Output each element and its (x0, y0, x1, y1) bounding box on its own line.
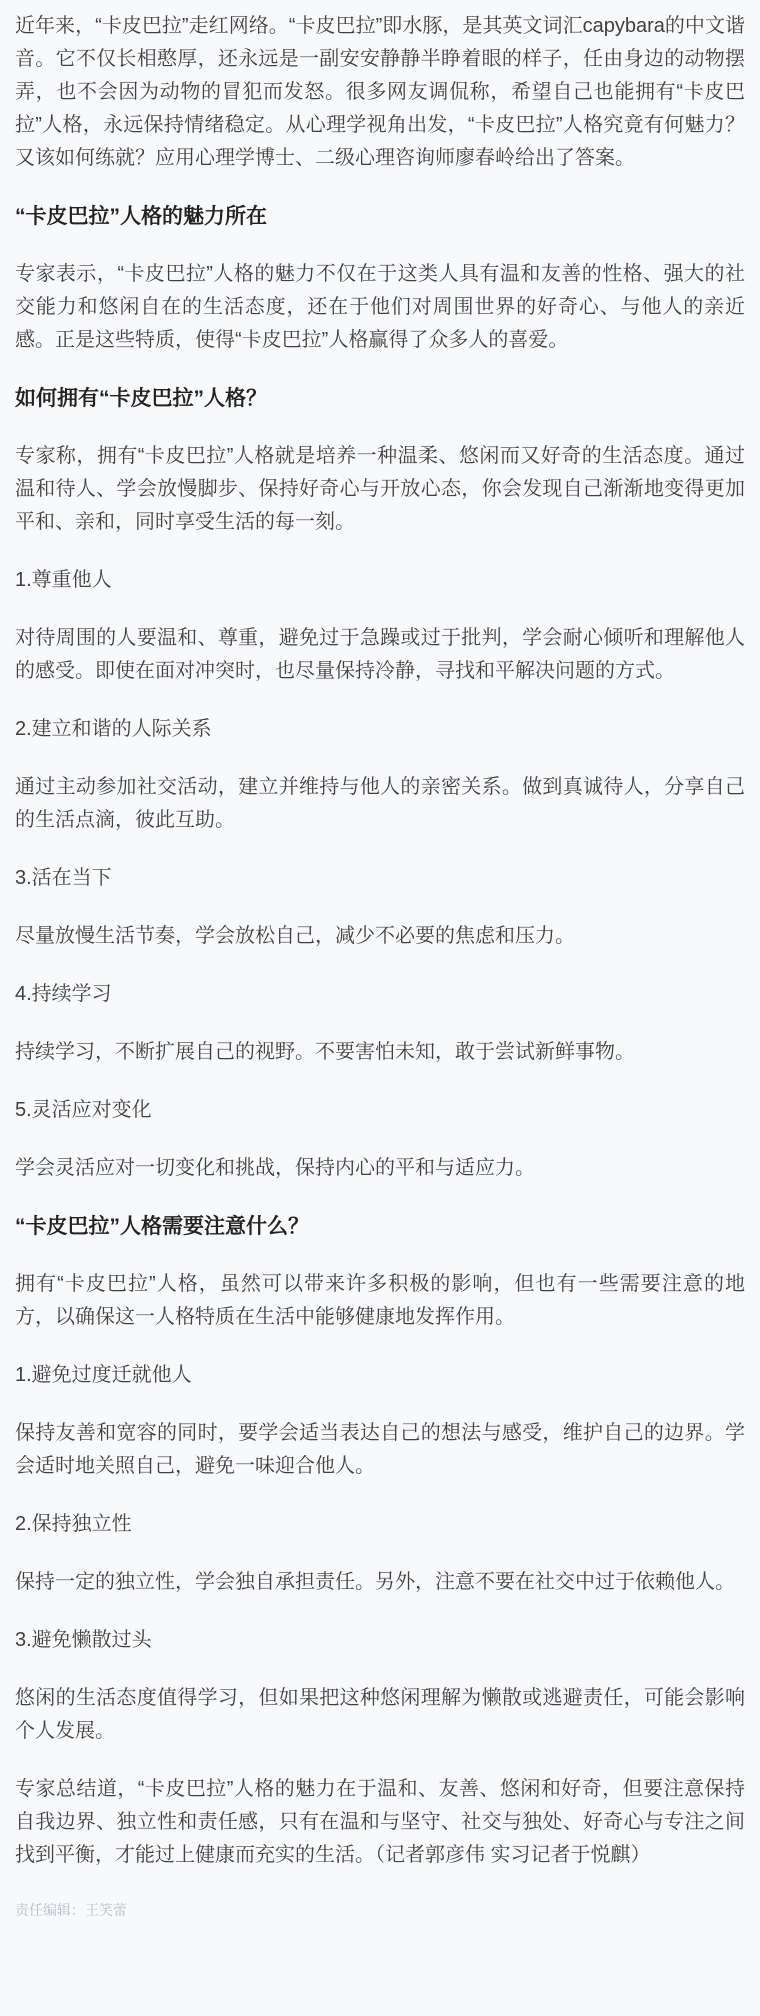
conclusion-paragraph: 专家总结道，“卡皮巴拉”人格的魅力在于温和、友善、悠闲和好奇，但要注意保持自我边界、独立性和责任感，只有在温和与坚守、社交与独处、好奇心与专注之间找到平衡，才能过上健康而充实的生活。（记者郭彦伟 实习记者于悦麒） (15, 1778, 745, 1866)
list-item-title: 2.保持独立性 (15, 1513, 132, 1535)
paragraph: 持续学习，不断扩展自己的视野。不要害怕未知，敢于尝试新鲜事物。 (15, 1041, 635, 1063)
list-item-title: 1.尊重他人 (15, 569, 112, 591)
section-heading-charm: “卡皮巴拉”人格的魅力所在 (15, 205, 267, 228)
editor-credit: 责任编辑：王笑蕾 (15, 1902, 127, 1918)
section-heading-how-to: 如何拥有“卡皮巴拉”人格？ (15, 387, 267, 410)
paragraph: 拥有“卡皮巴拉”人格，虽然可以带来许多积极的影响，但也有一些需要注意的地方，以确保这一人格特质在生活中能够健康地发挥作用。 (15, 1273, 745, 1328)
paragraph: 悠闲的生活态度值得学习，但如果把这种悠闲理解为懒散或逃避责任，可能会影响个人发展。 (15, 1687, 745, 1742)
paragraph: 专家称，拥有“卡皮巴拉”人格就是培养一种温柔、悠闲而又好奇的生活态度。通过温和待人、学会放慢脚步、保持好奇心与开放心态，你会发现自己渐渐地变得更加平和、亲和，同时享受生活的每一刻。 (15, 445, 745, 533)
list-item-title: 2.建立和谐的人际关系 (15, 718, 212, 740)
list-item-title: 5.灵活应对变化 (15, 1099, 152, 1121)
paragraph: 保持一定的独立性，学会独自承担责任。另外，注意不要在社交中过于依赖他人。 (15, 1571, 735, 1593)
paragraph: 学会灵活应对一切变化和挑战，保持内心的平和与适应力。 (15, 1157, 535, 1179)
paragraph: 保持友善和宽容的同时，要学会适当表达自己的想法与感受，维护自己的边界。学会适时地关照自己，避免一味迎合他人。 (15, 1422, 745, 1477)
article-body (15, 10, 745, 1920)
list-item-title: 1.避免过度迁就他人 (15, 1364, 192, 1386)
paragraph: 尽量放慢生活节奏，学会放松自己，减少不必要的焦虑和压力。 (15, 925, 575, 947)
paragraph: 对待周围的人要温和、尊重，避免过于急躁或过于批判，学会耐心倾听和理解他人的感受。即使在面对冲突时，也尽量保持冷静，寻找和平解决问题的方式。 (15, 627, 745, 682)
paragraph: 通过主动参加社交活动，建立并维持与他人的亲密关系。做到真诚待人，分享自己的生活点滴，彼此互助。 (15, 776, 745, 831)
list-item-title: 4.持续学习 (15, 983, 112, 1005)
intro-paragraph: 近年来，“卡皮巴拉”走红网络。“卡皮巴拉”即水豚，是其英文词汇capybara的中文谐音。它不仅长相憨厚，还永远是一副安安静静半睁着眼的样子，任由身边的动物摆弄，也不会因为动物的冒犯而发怒。很多网友调侃称，希望自己也能拥有“卡皮巴拉”人格，永远保持情绪稳定。从心理学视角出发，“卡皮巴拉”人格究竟有何魅力？又该如何练就？应用心理学博士、二级心理咨询师廖春岭给出了答案。 (15, 15, 745, 169)
section-heading-cautions: “卡皮巴拉”人格需要注意什么？ (15, 1215, 309, 1238)
list-item-title: 3.活在当下 (15, 867, 112, 889)
paragraph: 专家表示，“卡皮巴拉”人格的魅力不仅在于这类人具有温和友善的性格、强大的社交能力和悠闲自在的生活态度，还在于他们对周围世界的好奇心、与他人的亲近感。正是这些特质，使得“卡皮巴拉”人格赢得了众多人的喜爱。 (15, 263, 745, 351)
list-item-title: 3.避免懒散过头 (15, 1629, 152, 1651)
